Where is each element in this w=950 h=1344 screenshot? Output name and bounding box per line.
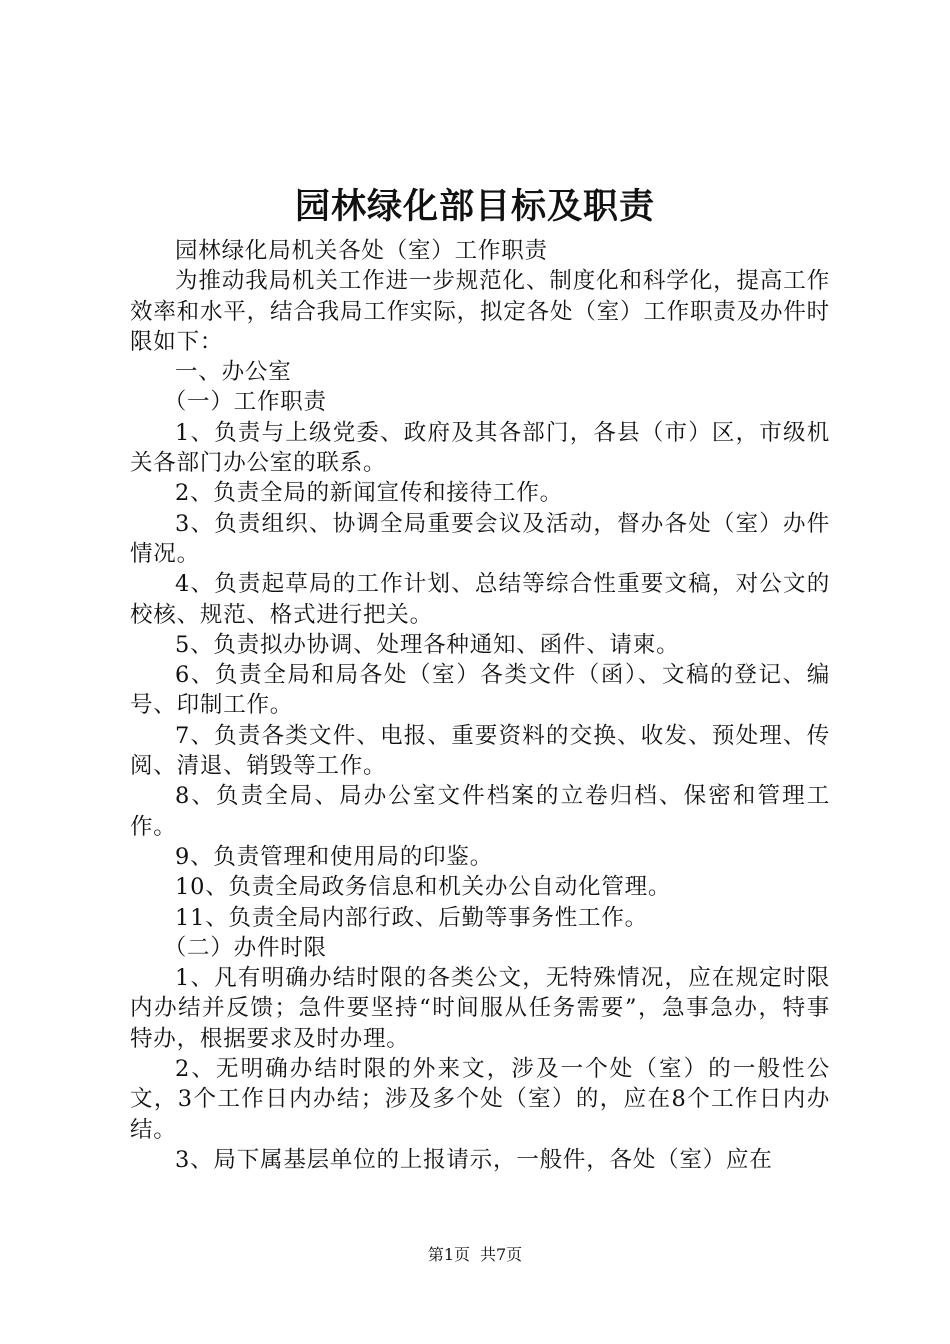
page-footer bbox=[0, 1244, 950, 1266]
section-heading: 一、办公室 bbox=[175, 359, 292, 386]
list-item: 8、负责全局、局办公室文件档案的立卷归档、保密和管理工作。 bbox=[130, 783, 830, 840]
list-item: 6、负责全局和局各处（室）各类文件（函）、文稿的登记、编号、印制工作。 bbox=[130, 662, 830, 719]
list-item: 1、凡有明确办结时限的各类公文，无特殊情况，应在规定时限内办结并反馈；急件要坚持“时间服从任务需要”，急事急办，特事特办，根据要求及时办理。 bbox=[130, 965, 830, 1052]
list-item: 2、负责全局的新闻宣传和接待工作。 bbox=[175, 480, 563, 507]
list-item: 9、负责管理和使用局的印鉴。 bbox=[175, 843, 494, 870]
list-item: 3、局下属基层单位的上报请示，一般件，各处（室）应在 bbox=[175, 1146, 773, 1173]
list-item: 11、负责全局内部行政、后勤等事务性工作。 bbox=[175, 904, 648, 931]
page-number: 第1页 bbox=[427, 1245, 470, 1264]
list-item: 10、负责全局政务信息和机关办公自动化管理。 bbox=[175, 874, 672, 901]
list-item: 3、负责组织、协调全局重要会议及活动，督办各处（室）办件情况。 bbox=[130, 510, 830, 567]
list-item: 5、负责拟办协调、处理各种通知、函件、请柬。 bbox=[175, 631, 680, 658]
list-item: 4、负责起草局的工作计划、总结等综合性重要文稿，对公文的校核、规范、格式进行把关。 bbox=[130, 571, 830, 628]
document-body bbox=[130, 236, 830, 1175]
list-item: 1、负责与上级党委、政府及其各部门，各县（市）区，市级机关各部门办公室的联系。 bbox=[130, 419, 830, 477]
paragraph: 园林绿化局机关各处（室）工作职责 bbox=[175, 238, 548, 264]
page-total: 共7页 bbox=[480, 1245, 523, 1264]
list-item: 7、负责各类文件、电报、重要资料的交换、收发、预处理、传阅、清退、销毁等工作。 bbox=[130, 722, 830, 780]
subsection-heading: （一）工作职责 bbox=[163, 389, 327, 416]
subsection-heading: （二）办件时限 bbox=[163, 934, 327, 961]
list-item: 2、无明确办结时限的外来文，涉及一个处（室）的一般性公文，3个工作日内办结；涉及多个处（室）的，应在8个工作日内办结。 bbox=[130, 1056, 830, 1143]
paragraph: 为推动我局机关工作进一步规范化、制度化和科学化，提高工作效率和水平，结合我局工作实际，拟定各处（室）工作职责及办件时限如下： bbox=[130, 268, 830, 355]
document-title: 园林绿化部目标及职责 bbox=[294, 187, 655, 227]
